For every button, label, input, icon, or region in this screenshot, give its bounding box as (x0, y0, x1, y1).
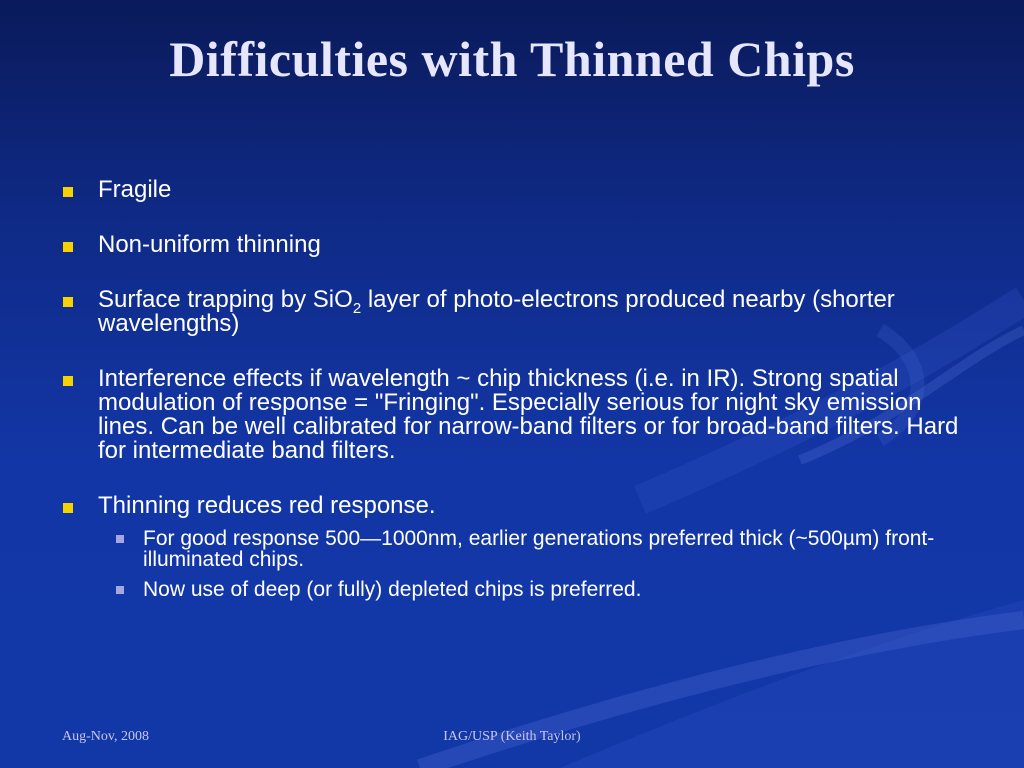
bullet-text: Fragile (98, 176, 172, 203)
list-item (60, 288, 970, 336)
list-item (60, 233, 970, 257)
bullet-text: Thinning reduces red response. (98, 492, 436, 519)
sub-bullet-text: Now use of deep (or fully) depleted chips is preferred. (143, 578, 642, 601)
square-sub-bullet-icon (116, 535, 124, 543)
footer-author: IAG/USP (Keith Taylor) (443, 729, 581, 744)
square-sub-bullet-icon (116, 586, 124, 594)
square-bullet-icon (63, 503, 73, 513)
square-bullet-icon (63, 242, 73, 252)
square-bullet-icon (63, 187, 73, 197)
sub-bullet-text: For good response 500—1000nm, earlier generations preferred thick (~500µm) front-illuminated chips. (143, 527, 935, 571)
bullet-text-suffix: layer of photo-electrons produced nearby (shorter wavelengths) (98, 286, 895, 337)
square-bullet-icon (63, 297, 73, 307)
subscript: 2 (352, 299, 362, 317)
list-item (60, 367, 970, 463)
footer-date: Aug-Nov, 2008 (62, 729, 149, 744)
bullet-text: Interference effects if wavelength ~ chip thickness (i.e. in IR). Strong spatial modulation of response = "Fringing". Especially serious for night sky emission lines. Can be well calibrated for narrow-band filters or for broad-band filters. Hard for intermediate band filters. (98, 365, 959, 464)
bullet-list (60, 178, 970, 609)
sub-list-item (60, 579, 970, 600)
sub-list-item (60, 528, 970, 570)
bullet-text: Non-uniform thinning (98, 231, 321, 258)
bullet-text-prefix: Surface trapping by SiO (98, 286, 353, 313)
slide-title: Difficulties with Thinned Chips (169, 31, 855, 87)
list-item (60, 178, 970, 202)
square-bullet-icon (63, 376, 73, 386)
list-item (60, 494, 970, 518)
